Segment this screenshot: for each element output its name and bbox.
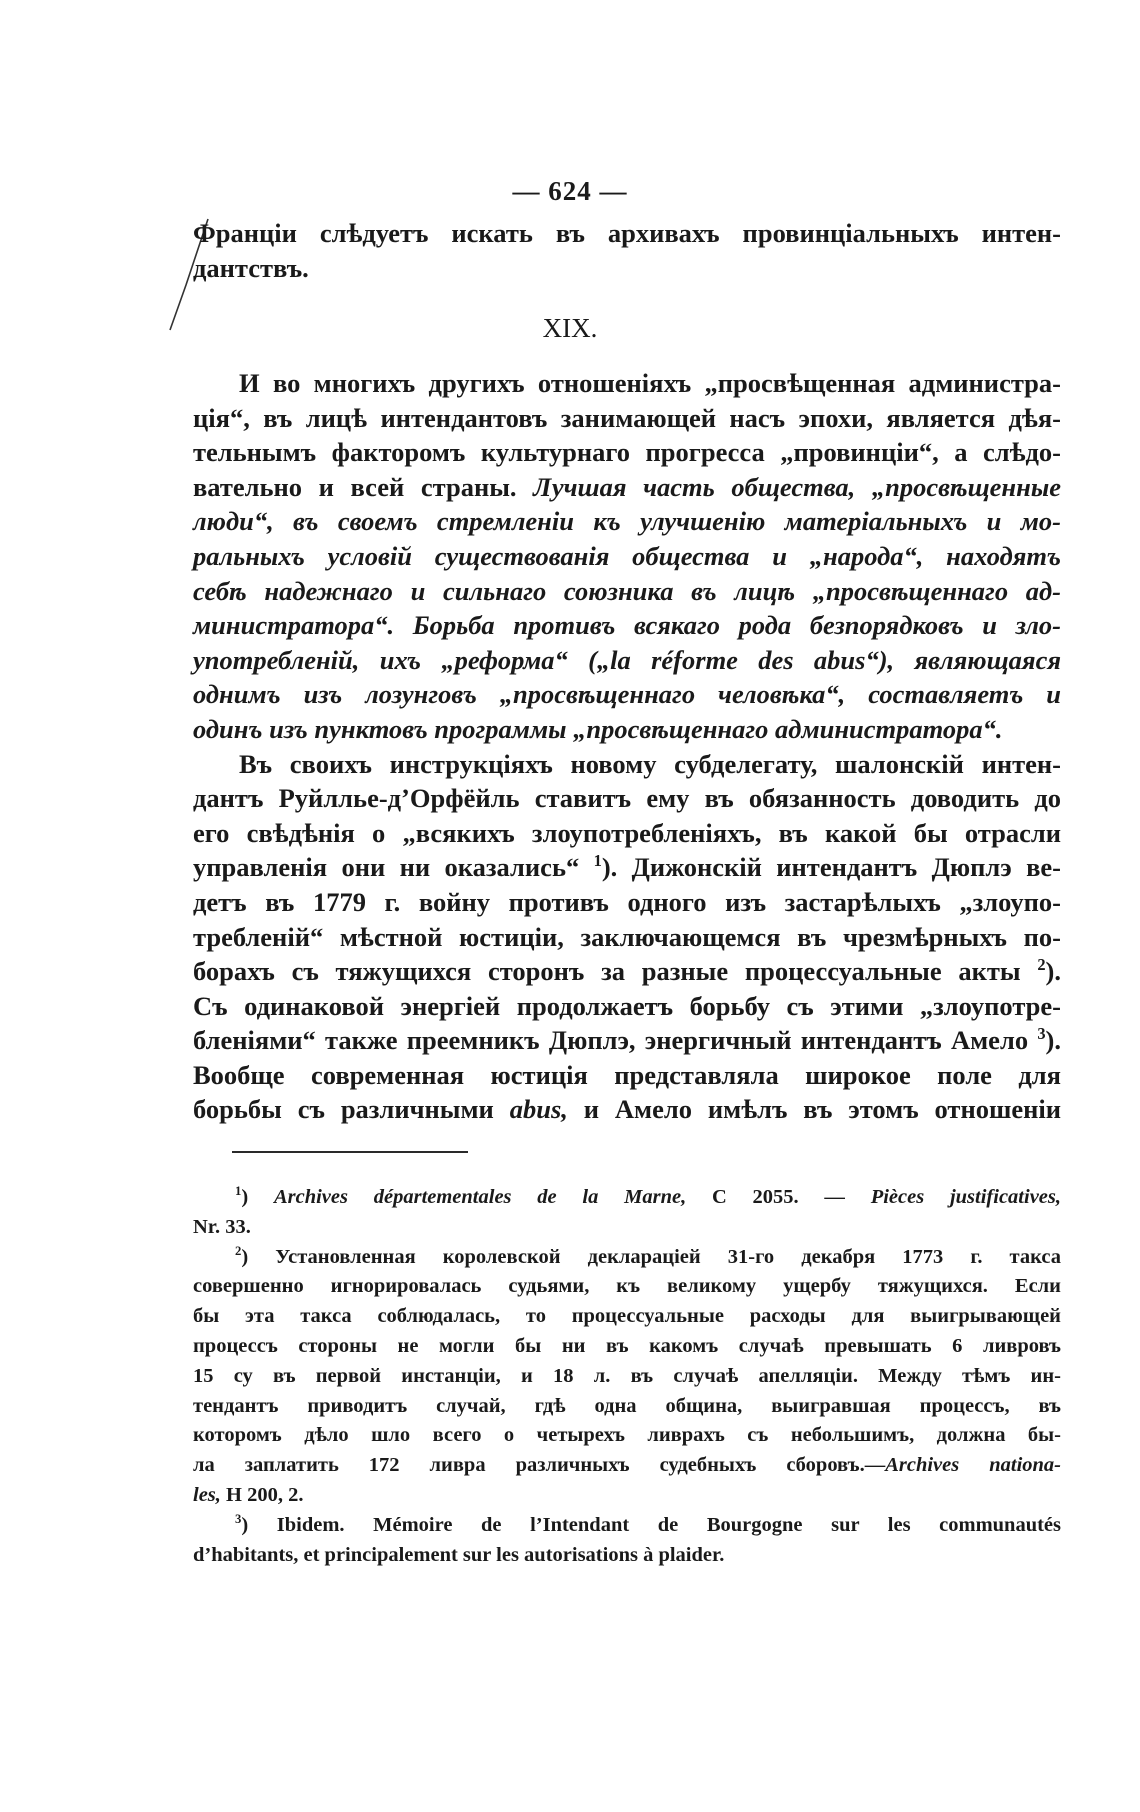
text-run: les,	[193, 1483, 221, 1506]
footnote-ref: 2	[235, 1243, 242, 1258]
footnote-3	[193, 1511, 1061, 1571]
footnote-line	[193, 1183, 1061, 1213]
footnote-ref: 3	[1037, 1024, 1046, 1044]
text-run: ральныхъ условій существованія общества и „народа“, находятъ	[193, 540, 1061, 571]
text-run: ) Ibidem. Mémoire de l’Intendant de Bourgogne sur les communautés	[241, 1513, 1061, 1536]
footnote-ref: 3	[235, 1511, 242, 1526]
text-run: себѣ надежнаго и сильнаго союзника въ лицѣ „просвѣщеннаго ад-	[193, 575, 1061, 606]
text-run: дантъ Руйлльe-д’Орфёйль ставитъ ему въ обязанность доводить до	[193, 783, 1061, 814]
body-line	[193, 504, 1061, 539]
text-run: )	[241, 1186, 274, 1208]
text-run: управленія они ни оказались“	[193, 852, 594, 883]
footnote-line	[193, 1541, 1061, 1571]
text-run: H 200, 2.	[220, 1483, 304, 1506]
footnote-2	[193, 1243, 1061, 1511]
text-run: abus,	[509, 1094, 568, 1125]
body-line	[193, 712, 1061, 747]
text-run: ла заплатить 172 ливра различныхъ судебныхъ сборовъ.—	[193, 1454, 886, 1477]
footnote-ref: 1	[593, 851, 602, 871]
body-line	[193, 781, 1061, 816]
text-run: одинъ изъ пунктовъ программы „просвѣщеннаго администратора“.	[193, 713, 1003, 744]
footnote-line	[193, 1302, 1061, 1332]
text-run: Archives nationa-	[885, 1454, 1061, 1477]
text-run: ).	[1045, 956, 1061, 987]
footnotes	[193, 1183, 1061, 1570]
body-line	[193, 608, 1061, 643]
intro-line: Франціи слѣдуетъ искать въ архивахъ провинціальныхъ интен-	[193, 218, 1061, 248]
text-run: борьбы съ различными	[193, 1094, 510, 1125]
main-body-text	[193, 366, 1061, 1127]
text-run: Лучшая часть общества, „просвѣщенные	[533, 471, 1062, 502]
body-line	[193, 1092, 1061, 1127]
body-line	[193, 850, 1061, 885]
section-heading: XIX.	[542, 313, 598, 343]
body-line	[193, 643, 1061, 678]
text-run: Pièces justificatives,	[870, 1186, 1061, 1208]
text-run: тельнымъ факторомъ культурнаго прогресса „провинціи“, а слѣдо-	[193, 437, 1061, 468]
text-run: 15 су въ первой инстанціи, и 18 л. въ случаѣ апелляціи. Между тѣмъ ин-	[193, 1364, 1061, 1387]
text-run: Съ одинаковой энергіей продолжаетъ борьбу съ этими „злоупотре-	[193, 990, 1061, 1021]
text-run: ) Установленная королевской декларацiей 31-го декабря 1773 г. такса	[241, 1245, 1061, 1268]
text-run: требленій“ мѣстной юстиціи, заключающемся въ чрезмѣрныхъ по-	[193, 921, 1061, 952]
text-run: которомъ дѣло шло всего о четырехъ ливрахъ съ небольшимъ, должна бы-	[193, 1424, 1061, 1447]
intro-paragraph	[193, 216, 1061, 285]
body-line	[193, 1023, 1061, 1058]
text-run: Вообще современная юстиція представляла широкое поле для	[193, 1059, 1061, 1090]
footnote-line	[193, 1392, 1061, 1422]
text-run: d’habitants, et principalement sur les autorisations à plaider.	[193, 1543, 725, 1566]
text-run: И во многихъ другихъ отношеніяхъ „просвѣщенная администра-	[239, 368, 1061, 398]
body-line	[193, 366, 1061, 401]
footnote-ref: 1	[235, 1184, 242, 1199]
body-line	[193, 747, 1061, 782]
footnote-ref: 2	[1037, 955, 1046, 975]
text-run: бы эта такса соблюдалась, то процессуальные расходы для выигрывающей	[193, 1305, 1061, 1328]
intro-line: дантствъ.	[193, 252, 309, 283]
body-line	[193, 885, 1061, 920]
text-run: ). Дижонскій интендантъ Дюплэ ве-	[601, 852, 1061, 883]
text-run: детъ въ 1779 г. войну противъ одного изъ застарѣлыхъ „злоупо-	[193, 886, 1061, 917]
footnote-line	[193, 1213, 1061, 1243]
body-line	[193, 470, 1061, 505]
body-line	[193, 989, 1061, 1024]
text-run: его свѣдѣнія о „всякихъ злоупотребленіяхъ, въ какой бы отрасли	[193, 817, 1061, 848]
footnote-1	[193, 1183, 1061, 1243]
text-run: борахъ съ тяжущихся сторонъ за разные процессуальные акты	[193, 956, 1038, 987]
footnote-line	[193, 1481, 1061, 1511]
body-line	[193, 435, 1061, 470]
text-run: вательно и всей страны.	[193, 471, 534, 502]
text-run: Въ своихъ инструкціяхъ новому субделегату, шалонскій интен-	[239, 748, 1061, 779]
footnote-line	[193, 1243, 1061, 1273]
text-run: ція“, въ лицѣ интендантовъ занимающей насъ эпохи, является дѣя-	[193, 402, 1061, 433]
footnote-line	[193, 1451, 1061, 1481]
text-run: бленіями“ также преемникъ Дюплэ, энергичный интендантъ Амело	[193, 1025, 1038, 1056]
text-run: ).	[1045, 1025, 1061, 1056]
text-run: однимъ изъ лозунговъ „просвѣщеннаго человѣка“, составляетъ и	[193, 679, 1061, 710]
body-line	[193, 574, 1061, 609]
text-run: Archives départementales de la Marne,	[273, 1186, 687, 1208]
text-run: процессъ стороны не могли бы ни въ какомъ случаѣ превышать 6 ливровъ	[193, 1334, 1061, 1357]
text-run: люди“, въ своемъ стремленіи къ улучшенію матеріальныхъ и мо-	[193, 506, 1061, 537]
body-line	[193, 816, 1061, 851]
text-run: министратора“. Борьба противъ всякаго рода безпорядковъ и зло-	[193, 610, 1061, 641]
text-run: совершенно игнорировалась судьями, къ великому ущербу тяжущихся. Если	[193, 1275, 1061, 1298]
footnote-line	[193, 1332, 1061, 1362]
footnote-separator	[232, 1151, 468, 1153]
page-number: — 624 —	[512, 176, 628, 206]
body-line	[193, 954, 1061, 989]
body-line	[193, 401, 1061, 436]
footnote-line	[193, 1362, 1061, 1392]
footnote-line	[193, 1272, 1061, 1302]
footnote-line	[193, 1511, 1061, 1541]
text-run: употребленій, ихъ „реформа“ („la réforme des abus“), являющаяся	[193, 644, 1061, 675]
text-run: тендантъ приводитъ случай, гдѣ одна община, выигравшая процессъ, въ	[193, 1394, 1061, 1417]
body-line	[193, 677, 1061, 712]
text-run: C 2055. —	[686, 1186, 871, 1208]
body-line	[193, 920, 1061, 955]
text-run: и Амело имѣлъ въ этомъ отношеніи	[567, 1094, 1061, 1125]
body-line	[193, 1058, 1061, 1093]
footnote-line	[193, 1421, 1061, 1451]
text-run: Nr. 33.	[193, 1215, 251, 1238]
body-line	[193, 539, 1061, 574]
